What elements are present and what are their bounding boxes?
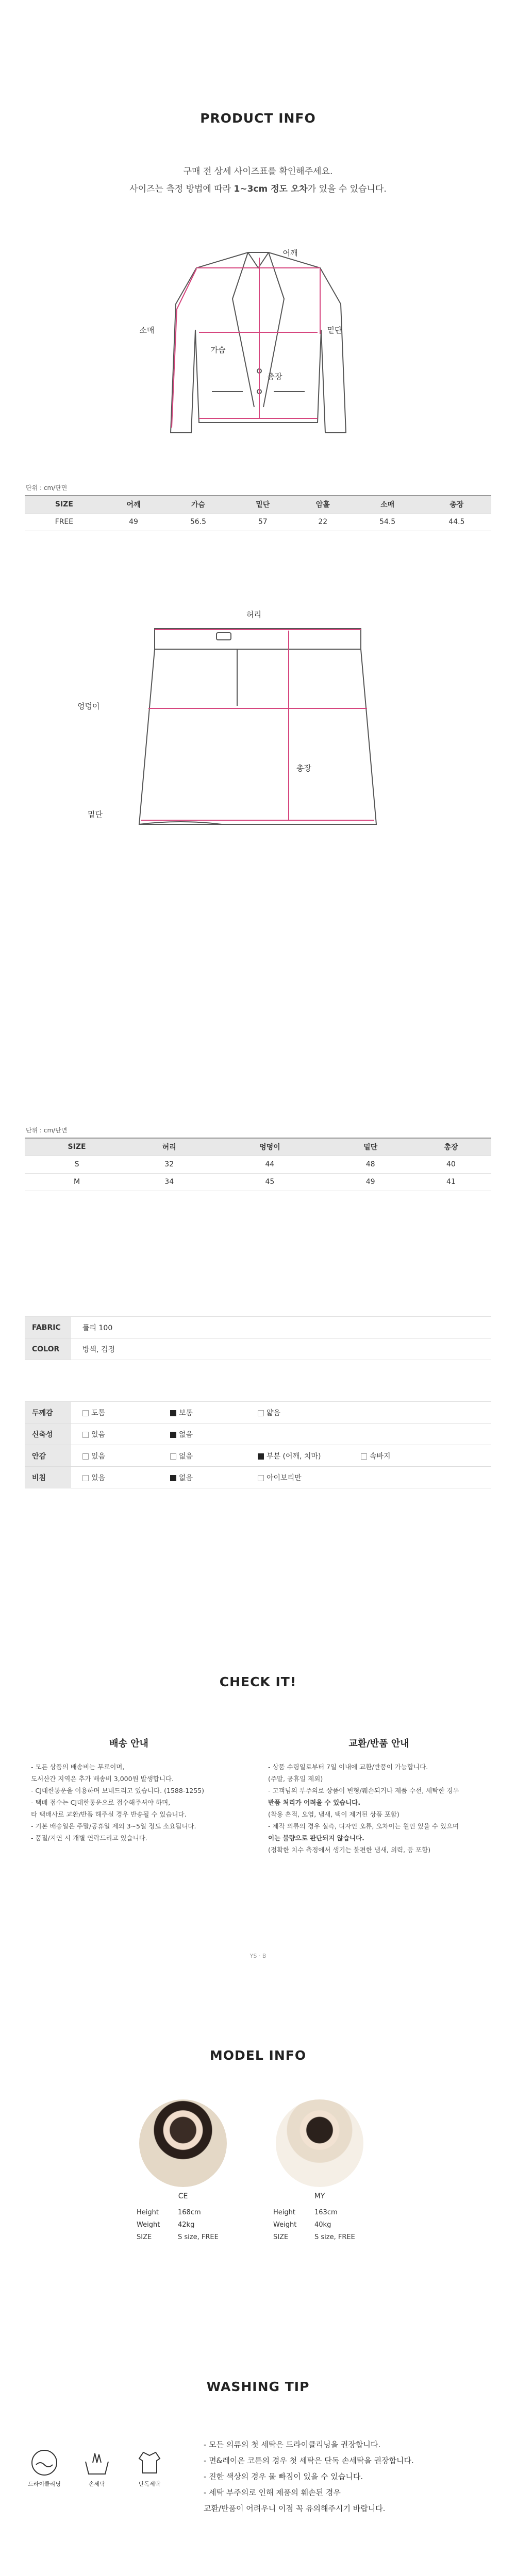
th-sleeve: 소매 (353, 496, 422, 513)
attr-row-stretch: 신축성 있음 없음 (25, 1423, 491, 1445)
attr-row-thickness: 두께감 도톰 보통 얇음 (25, 1402, 491, 1423)
jacket-illustration (119, 237, 397, 459)
attr-row-lining: 안감 있음 없음 부분 (어깨, 치마) 속바지 (25, 1445, 491, 1467)
unit-label: 단위 : cm/단면 (26, 484, 68, 492)
th-hem: 밑단 (233, 496, 293, 513)
model-card: MY Height 163cm Weight 40kg SIZE S size, FREE (273, 2099, 366, 2244)
skirt-diagram (77, 598, 397, 866)
model-info-title: MODEL INFO (209, 2048, 307, 2063)
checkbox-icon (82, 1410, 89, 1416)
fabric-color-table (25, 1316, 491, 1360)
label-skirt-length: 총장 (296, 764, 311, 773)
model-photo (276, 2099, 363, 2187)
th-size: SIZE (25, 496, 104, 513)
model-name: CE (178, 2192, 188, 2200)
delivery-title: 배송 안내 (109, 1738, 148, 1749)
hand-wash-icon: 손세탁 (77, 2447, 116, 2488)
checkbox-checked-icon (170, 1432, 176, 1438)
fabric-value: 폴리 100 (71, 1317, 491, 1338)
check-it-section (0, 1736, 516, 1922)
color-label: COLOR (25, 1338, 71, 1360)
notice-line-2: 사이즈는 측정 방법에 따라 1~3cm 정도 오차가 있을 수 있습니다. (129, 184, 387, 194)
skirt-size-table (25, 1138, 491, 1191)
jacket-size-table (25, 495, 491, 531)
label-waist: 허리 (246, 610, 261, 619)
washing-section (0, 2437, 516, 2530)
th-armhole: 암홀 (293, 496, 353, 513)
separate-wash-icon: 단독세탁 (130, 2447, 169, 2488)
dry-clean-icon: 드라이클리닝 (25, 2447, 64, 2488)
checkbox-icon (258, 1475, 264, 1481)
checkbox-icon (82, 1453, 89, 1460)
model-photo (139, 2099, 227, 2187)
checkbox-icon (361, 1453, 367, 1460)
label-length: 총장 (267, 372, 282, 381)
product-info-title: PRODUCT INFO (200, 111, 316, 126)
checkbox-checked-icon (170, 1475, 176, 1481)
checkbox-icon (82, 1432, 89, 1438)
table-row: S 32 44 48 40 (25, 1156, 491, 1173)
unit-label-skirt: 단위 : cm/단면 (26, 1127, 68, 1134)
checkbox-icon (258, 1410, 264, 1416)
label-sleeve: 소매 (139, 326, 155, 335)
checkbox-checked-icon (170, 1410, 176, 1416)
label-hip: 엉덩이 (77, 702, 100, 711)
fabric-label: FABRIC (25, 1317, 71, 1338)
check-it-title: CHECK IT! (219, 1674, 297, 1689)
table-row: FREE 49 56.5 57 22 54.5 44.5 (25, 513, 491, 531)
model-name: MY (314, 2192, 325, 2200)
table-row: M 34 45 49 41 (25, 1173, 491, 1191)
th-chest: 가슴 (163, 496, 232, 513)
jacket-diagram (119, 237, 397, 459)
th-length: 총장 (422, 496, 491, 513)
table-header-row (25, 496, 491, 513)
notice-line-1: 구매 전 상세 사이즈표를 확인해주세요. (183, 166, 333, 177)
exchange-title: 교환/반품 안내 (348, 1738, 409, 1749)
washing-tip-title: WASHING TIP (206, 2379, 310, 2394)
model-section (0, 2099, 516, 2259)
attributes-table (25, 1401, 491, 1488)
delivery-info: 배송 안내 - 모든 상품의 배송비는 무료이며, 도서산간 지역은 추가 배송비 3,000원 발생합니다. - CJ대한통운을 이용하며 보내드리고 있습니다. (1588-1255) - 택배 접수는 CJ대한통운으로 접수해주셔야 하며, 타 택배사로 교환/반품 해주실 경우 반송될 수 있습니다. - 기본 배송일은 주말/공휴일 제외 3~5일 정도 소요됩니다. - 품절/지연 시 개별 연락드리고 있습니다. (31, 1736, 227, 1844)
exchange-info: 교환/반품 안내 - 상품 수령일로부터 7일 이내에 교환/반품이 가능합니다. (주말, 공휴일 제외) - 고객님의 부주의로 상품이 변형/훼손되거나 제품 수선, 세탁한 경우 반품 처리가 어려울 수 있습니다. (착용 흔적, 오염, 냄새, 택이 제거된 상품 포함) - 제작 의류의 경우 실측, 디자인 오류, 오차이는 원인 있을 수 있으며 이는 불량으로 판단되지 않습니다. (정확한 치수 측정에서 생기는 불편한 냄새, 외력, 등 포함) (268, 1736, 490, 1856)
label-chest: 가슴 (210, 345, 226, 354)
check-footer: YS · B (249, 1953, 267, 1959)
table-header-row: SIZE 허리 엉덩이 밑단 총장 (25, 1138, 491, 1156)
model-card: CE Height 168cm Weight 42kg SIZE S size, FREE (137, 2099, 229, 2244)
checkbox-checked-icon (258, 1453, 264, 1460)
attr-row-sheer: 비침 있음 없음 아이보리만 (25, 1467, 491, 1488)
th-shoulder: 어깨 (104, 496, 164, 513)
washing-tips-text: - 모든 의류의 첫 세탁은 드라이클리닝을 권장합니다. - 면&레이온 코튼의 경우 첫 세탁은 단독 손세탁을 권장합니다. - 진한 색상의 경우 물 빠짐이 있을 수 있습니다. - 세탁 부주의로 인해 제품의 훼손된 경우 교환/반품이 어려우니 이점 꼭 유의해주시기 바랍니다. (204, 2440, 414, 2513)
checkbox-icon (170, 1453, 176, 1460)
checkbox-icon (82, 1475, 89, 1481)
skirt-illustration (119, 598, 397, 866)
color-value: 방색, 검정 (71, 1338, 491, 1360)
label-shoulder: 어깨 (282, 248, 298, 258)
label-skirt-hem: 밑단 (88, 810, 103, 819)
label-hem: 밑단 (327, 326, 342, 335)
